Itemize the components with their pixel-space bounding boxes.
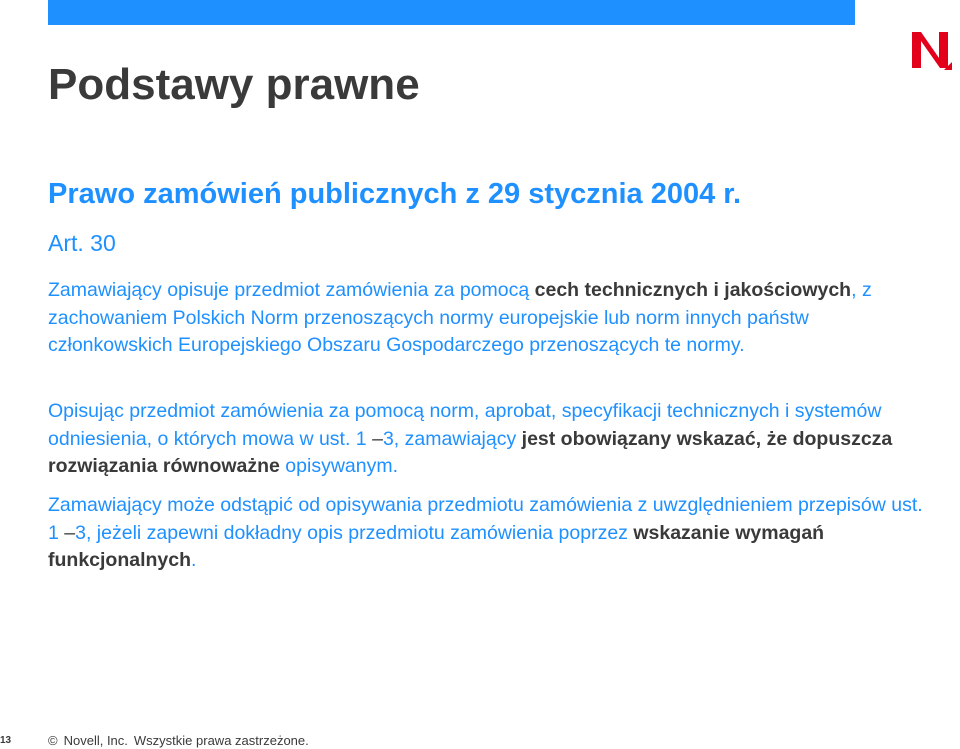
paragraph-2: [48, 398, 928, 481]
paragraph-2-emphasis: jest obowiązany wskazać, że dopuszcza rozwiązania równoważne: [48, 427, 893, 477]
paragraph-1-text-end: , z zachowaniem Polskich Norm przenoszących normy europejskie lub norm innych państw członkowskich Europejskiego Obszaru Gospodarczego przenoszących te normy.: [48, 279, 872, 356]
paragraph-3-text: Zamawiający może odstąpić od opisywania przedmiotu zamówienia z uwzględnieniem przepisów ust. 1: [48, 494, 923, 544]
footer-company: Novell, Inc.: [63, 733, 128, 748]
paragraph-2-dash: –: [372, 427, 383, 450]
paragraph-3-emphasis: wskazanie wymagań funkcjonalnych: [48, 521, 825, 571]
footer-rights: Wszystkie prawa zastrzeżone.: [133, 733, 309, 748]
page-title: Podstawy prawne: [48, 60, 420, 109]
article-number: Art. 30: [48, 230, 116, 256]
paragraph-1-text: Zamawiający opisuje przedmiot zamówienia za pomocą: [48, 279, 535, 301]
paragraph-3-text-mid: 3, jeżeli zapewni dokładny opis przedmiotu zamówienia poprzez: [75, 521, 634, 544]
paragraph-2-text-end: opisywanym.: [279, 455, 399, 477]
top-accent-bar: [48, 0, 855, 25]
page-number: 13: [0, 735, 12, 746]
paragraph-1-emphasis: cech technicznych i jakościowych: [534, 279, 852, 301]
paragraph-2-text-mid: 3, zamawiający: [382, 427, 522, 450]
footer-copyright: [48, 733, 315, 748]
copyright-symbol: ©: [48, 733, 58, 748]
paragraph-3-text-end: .: [191, 549, 197, 571]
paragraph-3-dash: –: [64, 521, 76, 544]
subtitle: Prawo zamówień publicznych z 29 stycznia 2004 r.: [48, 178, 742, 210]
novell-logo-icon: [906, 26, 954, 72]
paragraph-1: [48, 277, 928, 360]
paragraph-2-text: Opisując przedmiot zamówienia za pomocą norm, aprobat, specyfikacji technicznych i systemów odniesienia, o których mowa w ust. 1: [48, 400, 882, 450]
paragraph-3: [48, 492, 928, 575]
